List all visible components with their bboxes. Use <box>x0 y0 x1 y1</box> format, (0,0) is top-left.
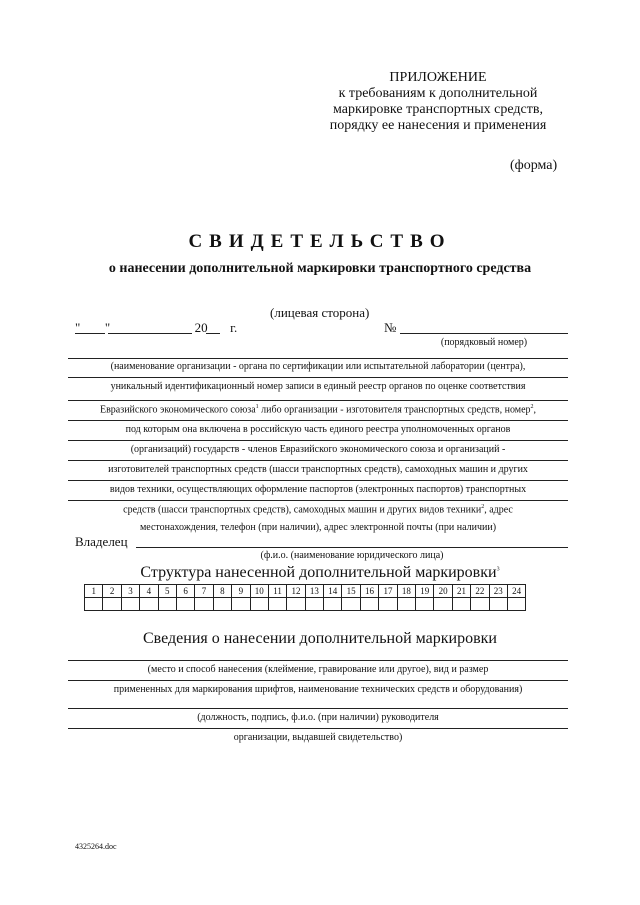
year-suffix: г. <box>230 320 238 335</box>
appendix-line-2: маркировке транспортных средств, <box>333 102 543 117</box>
org-line-2 <box>68 377 568 378</box>
grid-cell-18: 18 <box>397 585 415 598</box>
vehicles-text: средств (шасси транспортных средств), самоходных машин и других видов техники <box>123 504 482 516</box>
grid-value-cell <box>103 598 121 611</box>
document-title: СВИДЕТЕЛЬСТВО <box>188 231 452 252</box>
date-quote-open: " <box>75 320 81 335</box>
grid-value-cell <box>121 598 139 611</box>
marking-structure-grid <box>84 584 526 611</box>
org-caption-7: видов техники, осуществляющих оформление паспортов (электронных паспортов) транспортных <box>109 484 527 495</box>
grid-value-cell <box>507 598 525 611</box>
grid-number-row <box>85 585 526 598</box>
grid-value-cell <box>213 598 231 611</box>
org-caption-6: изготовителей транспортных средств (шасси транспортных средств), самоходных машин и других <box>108 464 528 475</box>
grid-cell-13: 13 <box>305 585 323 598</box>
application-caption-4: организации, выдавшей свидетельство) <box>233 732 403 743</box>
application-info-heading: Сведения о нанесении дополнительной маркировки <box>142 630 497 647</box>
year-prefix: 20 <box>194 320 208 335</box>
org-caption-4: под которым она включена в российскую часть единого реестра уполномоченных органов <box>125 424 511 435</box>
marking-structure-title: Структура нанесенной дополнительной маркировки <box>140 564 497 581</box>
date-quote-close: " <box>104 320 111 335</box>
org-caption-1: (наименование организации - органа по сертификации или испытательной лаборатории (центра), <box>110 361 526 372</box>
grid-value-cell <box>452 598 470 611</box>
grid-value-cell <box>305 598 323 611</box>
appendix-line-1: к требованиям к дополнительной <box>338 86 538 101</box>
footnote-1: 1 <box>255 404 259 410</box>
application-caption-3: (должность, подпись, ф.и.о. (при наличии) руководителя <box>197 712 439 723</box>
number-sign: № <box>384 320 397 335</box>
application-caption-2: примененных для маркирования шрифтов, наименование технических средств и оборудования) <box>113 684 523 695</box>
grid-value-cell <box>489 598 507 611</box>
serial-number-line <box>400 333 568 334</box>
grid-cell-14: 14 <box>324 585 342 598</box>
grid-cell-1: 1 <box>85 585 103 598</box>
org-caption-9: местонахождения, телефон (при наличии), адрес электронной почты (при наличии) <box>139 522 497 533</box>
serial-number-caption: (порядковый номер) <box>440 337 528 348</box>
grid-value-cell <box>250 598 268 611</box>
appendix-line-3: порядку ее нанесения и применения <box>329 118 547 133</box>
grid-cell-11: 11 <box>268 585 286 598</box>
appendix-title: ПРИЛОЖЕНИЕ <box>389 70 487 85</box>
owner-caption: (ф.и.о. (наименование юридического лица) <box>260 550 444 561</box>
appendix-header <box>318 70 558 134</box>
front-side-label: (лицевая сторона) <box>270 305 370 320</box>
org-caption-8 <box>68 504 568 515</box>
marking-structure-heading <box>0 564 640 582</box>
grid-cell-12: 12 <box>287 585 305 598</box>
org-line-5 <box>68 440 568 441</box>
eaeu-text: Евразийского экономического союза <box>99 404 256 416</box>
grid-value-cell <box>268 598 286 611</box>
org-line-3 <box>68 400 568 401</box>
grid-cell-19: 19 <box>416 585 434 598</box>
org-line-7 <box>68 480 568 481</box>
grid-cell-8: 8 <box>213 585 231 598</box>
form-label: (форма) <box>510 158 558 173</box>
footnote-2: 2 <box>530 404 534 410</box>
grid-cell-20: 20 <box>434 585 452 598</box>
application-line-2 <box>68 680 568 681</box>
owner-line <box>136 547 568 548</box>
date-month-line <box>108 333 192 334</box>
footnote-2-repeat: 2 <box>481 504 485 510</box>
grid-value-cell <box>324 598 342 611</box>
grid-cell-10: 10 <box>250 585 268 598</box>
application-caption-1: (место и способ нанесения (клеймение, гравирование или другое), вид и размер <box>147 664 489 675</box>
org-caption-5: (организаций) государств - членов Евразийского экономического союза и организаций - <box>130 444 506 455</box>
grid-value-row <box>85 598 526 611</box>
grid-cell-21: 21 <box>452 585 470 598</box>
grid-cell-7: 7 <box>195 585 213 598</box>
grid-cell-3: 3 <box>121 585 139 598</box>
grid-value-cell <box>232 598 250 611</box>
grid-value-cell <box>379 598 397 611</box>
org-line-1 <box>68 358 568 359</box>
grid-value-cell <box>434 598 452 611</box>
grid-cell-17: 17 <box>379 585 397 598</box>
date-day-line <box>75 333 105 334</box>
date-year-line <box>206 333 220 334</box>
grid-cell-24: 24 <box>507 585 525 598</box>
address-text: , адрес <box>484 504 513 516</box>
application-line-4 <box>68 728 568 729</box>
org-caption-3: Евразийского экономического союза$^1$ либо организации - изготовителя транспортных средств, номер$^2$, <box>99 404 537 416</box>
grid-cell-5: 5 <box>158 585 176 598</box>
grid-cell-22: 22 <box>471 585 489 598</box>
grid-value-cell <box>397 598 415 611</box>
footer-filename: 4325264.doc <box>75 842 117 851</box>
application-line-1 <box>68 660 568 661</box>
grid-value-cell <box>176 598 194 611</box>
grid-cell-4: 4 <box>140 585 158 598</box>
manufacturer-text: либо организации - изготовителя транспортных средств, номер <box>261 404 531 416</box>
application-line-3 <box>68 708 568 709</box>
grid-value-cell <box>360 598 378 611</box>
grid-cell-15: 15 <box>342 585 360 598</box>
grid-cell-2: 2 <box>103 585 121 598</box>
grid-cell-6: 6 <box>176 585 194 598</box>
org-caption-2: уникальный идентификационный номер записи в единый реестр органов по оценке соответствия <box>110 381 526 392</box>
org-line-4 <box>68 420 568 421</box>
grid-cell-9: 9 <box>232 585 250 598</box>
grid-value-cell <box>158 598 176 611</box>
grid-value-cell <box>195 598 213 611</box>
org-line-6 <box>68 460 568 461</box>
grid-cell-16: 16 <box>360 585 378 598</box>
owner-label: Владелец <box>75 534 128 549</box>
grid-value-cell <box>287 598 305 611</box>
grid-value-cell <box>471 598 489 611</box>
footnote-3: 3 <box>496 566 500 573</box>
grid-value-cell <box>416 598 434 611</box>
document-subtitle: о нанесении дополнительной маркировки транспортного средства <box>108 261 532 276</box>
grid-value-cell <box>140 598 158 611</box>
org-line-8 <box>68 500 568 501</box>
grid-value-cell <box>342 598 360 611</box>
grid-value-cell <box>85 598 103 611</box>
grid-cell-23: 23 <box>489 585 507 598</box>
